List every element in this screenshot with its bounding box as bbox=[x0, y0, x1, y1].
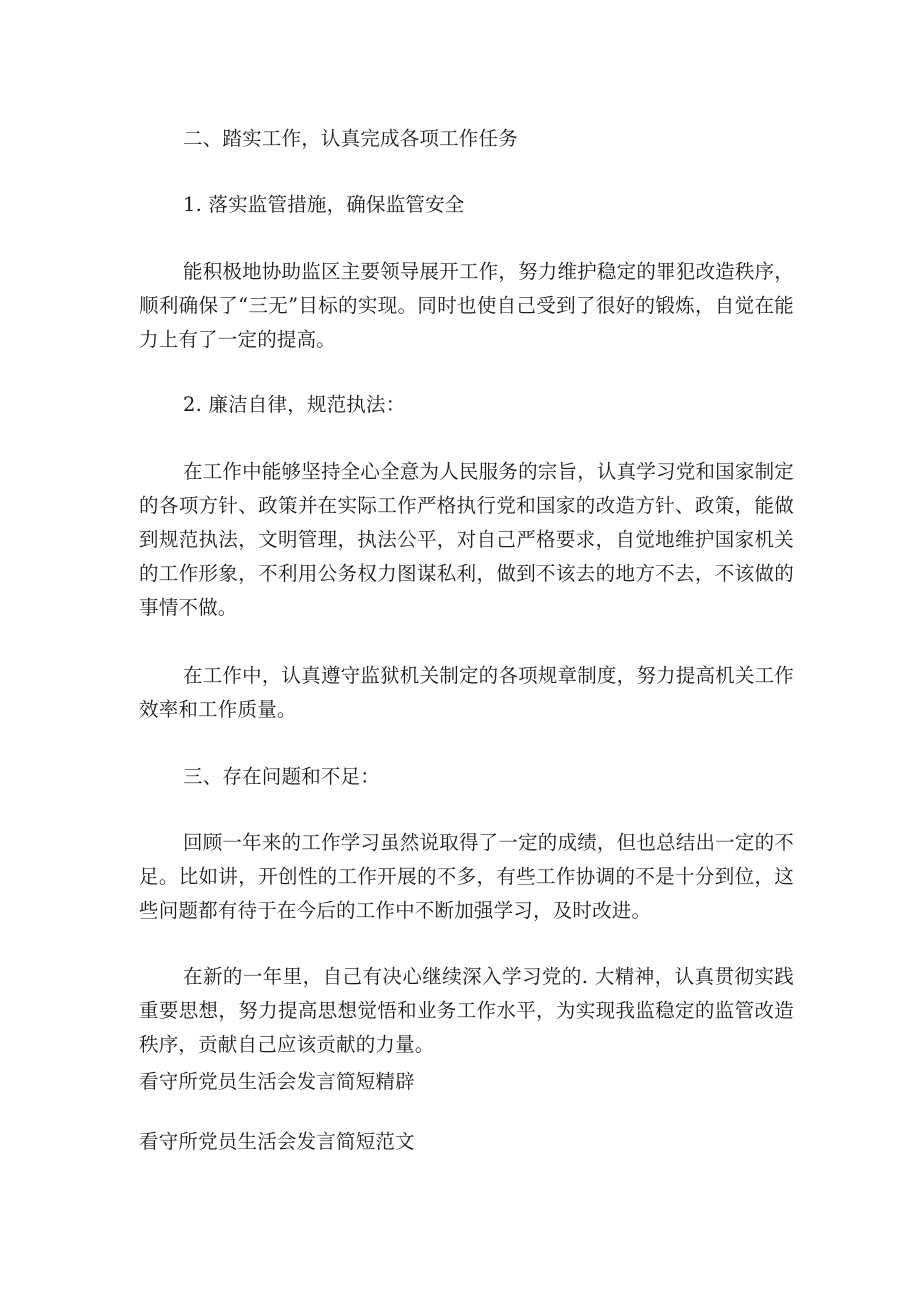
subheading-2: 2. 廉洁自律，规范执法： bbox=[183, 393, 406, 416]
related-link-2[interactable]: 看守所党员生活会发言简短范文 bbox=[139, 1130, 415, 1153]
paragraph-2: 在工作中能够坚持全心全意为人民服务的宗旨，认真学习党和国家制定的各项方针、政策并在实际工作严格执行党和国家的改造方针、政策，能做到规范执法，文明管理，执法公平，对自己严格要求，自觉地维护国家机关的工作形象，不利用公务权力图谋私利，做到不该去的地方不去，不该做的事情不做。 bbox=[139, 460, 794, 619]
paragraph-4: 回顾一年来的工作学习虽然说取得了一定的成绩，但也总结出一定的不足。比如讲，开创性的工作开展的不多，有些工作协调的不是十分到位，这些问题都有待于在今后的工作中不断加强学习，及时改进。 bbox=[139, 831, 794, 922]
section-heading-2: 二、踏实工作，认真完成各项工作任务 bbox=[183, 127, 518, 150]
paragraph-1: 能积极地协助监区主要领导展开工作，努力维护稳定的罪犯改造秩序，顺利确保了“三无”目标的实现。同时也使自己受到了很好的锻炼，自觉在能力上有了一定的提高。 bbox=[139, 260, 794, 351]
paragraph-5: 在新的一年里，自己有决心继续深入学习党的. 大精神，认真贯彻实践重要思想，努力提高思想觉悟和业务工作水平，为实现我监稳定的监管改造秩序，贡献自己应该贡献的力量。 bbox=[139, 965, 794, 1056]
paragraph-3: 在工作中，认真遵守监狱机关制定的各项规章制度，努力提高机关工作效率和工作质量。 bbox=[139, 664, 794, 721]
subheading-1: 1. 落实监管措施，确保监管安全 bbox=[183, 193, 465, 216]
related-link-1[interactable]: 看守所党员生活会发言简短精辟 bbox=[139, 1070, 415, 1093]
section-heading-3: 三、存在问题和不足： bbox=[183, 765, 381, 788]
